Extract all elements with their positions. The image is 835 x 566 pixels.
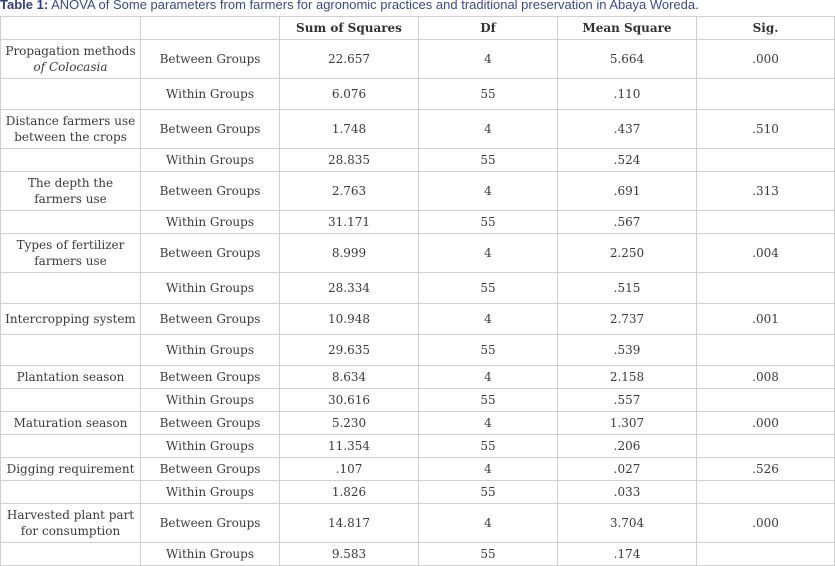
parameter-cell bbox=[1, 435, 141, 458]
parameter-label: Propagation methods bbox=[5, 44, 136, 58]
table-row bbox=[1, 40, 835, 79]
parameter-cell bbox=[1, 211, 141, 234]
ms-cell: .437 bbox=[558, 110, 697, 149]
ms-cell: .567 bbox=[558, 211, 697, 234]
ss-cell: 22.657 bbox=[280, 40, 419, 79]
ms-cell: .691 bbox=[558, 172, 697, 211]
table-row bbox=[1, 110, 835, 149]
parameter-italic: of Colocasia bbox=[33, 60, 108, 74]
ms-cell: 3.704 bbox=[558, 504, 697, 543]
header-sum-of-squares: Sum of Squares bbox=[280, 17, 419, 40]
sig-cell bbox=[697, 79, 835, 110]
df-cell: 4 bbox=[419, 458, 558, 481]
source-cell: Between Groups bbox=[141, 172, 280, 211]
ss-cell: 11.354 bbox=[280, 435, 419, 458]
table-caption bbox=[0, 0, 835, 13]
header-df: Df bbox=[419, 17, 558, 40]
source-cell: Within Groups bbox=[141, 481, 280, 504]
df-cell: 55 bbox=[419, 211, 558, 234]
parameter-cell bbox=[1, 481, 141, 504]
ss-cell: 10.948 bbox=[280, 304, 419, 335]
ms-cell: .557 bbox=[558, 389, 697, 412]
parameter-cell bbox=[1, 273, 141, 304]
source-cell: Within Groups bbox=[141, 149, 280, 172]
sig-cell: .000 bbox=[697, 412, 835, 435]
table-row bbox=[1, 211, 835, 234]
ms-cell: .206 bbox=[558, 435, 697, 458]
source-cell: Within Groups bbox=[141, 211, 280, 234]
df-cell: 55 bbox=[419, 149, 558, 172]
table-row bbox=[1, 273, 835, 304]
source-cell: Between Groups bbox=[141, 40, 280, 79]
ss-cell: .107 bbox=[280, 458, 419, 481]
parameter-cell: Harvested plant part for consumption bbox=[1, 504, 141, 543]
sig-cell: .000 bbox=[697, 504, 835, 543]
parameter-cell: Digging requirement bbox=[1, 458, 141, 481]
ss-cell: 1.826 bbox=[280, 481, 419, 504]
df-cell: 4 bbox=[419, 304, 558, 335]
df-cell: 55 bbox=[419, 335, 558, 366]
header-mean-square: Mean Square bbox=[558, 17, 697, 40]
parameter-cell: Plantation season bbox=[1, 366, 141, 389]
df-cell: 55 bbox=[419, 543, 558, 566]
ms-cell: .524 bbox=[558, 149, 697, 172]
sig-cell bbox=[697, 335, 835, 366]
table-row bbox=[1, 412, 835, 435]
table-row bbox=[1, 481, 835, 504]
table-row bbox=[1, 234, 835, 273]
df-cell: 4 bbox=[419, 40, 558, 79]
df-cell: 55 bbox=[419, 273, 558, 304]
ms-cell: 1.307 bbox=[558, 412, 697, 435]
table-row bbox=[1, 172, 835, 211]
source-cell: Between Groups bbox=[141, 110, 280, 149]
sig-cell bbox=[697, 389, 835, 412]
table-row bbox=[1, 335, 835, 366]
df-cell: 4 bbox=[419, 172, 558, 211]
ss-cell: 29.635 bbox=[280, 335, 419, 366]
ms-cell: .033 bbox=[558, 481, 697, 504]
source-cell: Within Groups bbox=[141, 79, 280, 110]
source-cell: Between Groups bbox=[141, 504, 280, 543]
ss-cell: 8.999 bbox=[280, 234, 419, 273]
parameter-cell bbox=[1, 389, 141, 412]
table-row bbox=[1, 389, 835, 412]
source-cell: Between Groups bbox=[141, 304, 280, 335]
parameter-cell bbox=[1, 149, 141, 172]
header-parameter bbox=[1, 17, 141, 40]
parameter-cell: The depth the farmers use bbox=[1, 172, 141, 211]
ss-cell: 28.835 bbox=[280, 149, 419, 172]
ms-cell: .539 bbox=[558, 335, 697, 366]
source-cell: Within Groups bbox=[141, 543, 280, 566]
sig-cell bbox=[697, 543, 835, 566]
ss-cell: 8.634 bbox=[280, 366, 419, 389]
ms-cell: .110 bbox=[558, 79, 697, 110]
sig-cell: .008 bbox=[697, 366, 835, 389]
source-cell: Within Groups bbox=[141, 273, 280, 304]
header-group bbox=[141, 17, 280, 40]
parameter-cell bbox=[1, 40, 141, 79]
sig-cell bbox=[697, 149, 835, 172]
sig-cell: .004 bbox=[697, 234, 835, 273]
ss-cell: 14.817 bbox=[280, 504, 419, 543]
ms-cell: .174 bbox=[558, 543, 697, 566]
source-cell: Between Groups bbox=[141, 458, 280, 481]
ms-cell: 2.737 bbox=[558, 304, 697, 335]
sig-cell bbox=[697, 273, 835, 304]
ss-cell: 30.616 bbox=[280, 389, 419, 412]
sig-cell: .526 bbox=[697, 458, 835, 481]
ss-cell: 5.230 bbox=[280, 412, 419, 435]
header-row bbox=[1, 17, 835, 40]
ms-cell: .515 bbox=[558, 273, 697, 304]
sig-cell bbox=[697, 481, 835, 504]
source-cell: Within Groups bbox=[141, 389, 280, 412]
ss-cell: 28.334 bbox=[280, 273, 419, 304]
source-cell: Between Groups bbox=[141, 412, 280, 435]
table-row bbox=[1, 458, 835, 481]
ss-cell: 31.171 bbox=[280, 211, 419, 234]
caption-text: ANOVA of Some parameters from farmers for agronomic practices and traditional preservation in Abaya Woreda. bbox=[48, 0, 699, 12]
source-cell: Between Groups bbox=[141, 366, 280, 389]
table-row bbox=[1, 79, 835, 110]
sig-cell bbox=[697, 211, 835, 234]
source-cell: Within Groups bbox=[141, 435, 280, 458]
sig-cell bbox=[697, 435, 835, 458]
parameter-cell: Intercropping system bbox=[1, 304, 141, 335]
parameter-cell bbox=[1, 79, 141, 110]
df-cell: 4 bbox=[419, 366, 558, 389]
ms-cell: .027 bbox=[558, 458, 697, 481]
df-cell: 4 bbox=[419, 504, 558, 543]
ms-cell: 2.158 bbox=[558, 366, 697, 389]
ss-cell: 1.748 bbox=[280, 110, 419, 149]
df-cell: 55 bbox=[419, 389, 558, 412]
parameter-cell bbox=[1, 543, 141, 566]
df-cell: 4 bbox=[419, 234, 558, 273]
table-row bbox=[1, 504, 835, 543]
sig-cell: .000 bbox=[697, 40, 835, 79]
sig-cell: .001 bbox=[697, 304, 835, 335]
ms-cell: 2.250 bbox=[558, 234, 697, 273]
sig-cell: .313 bbox=[697, 172, 835, 211]
df-cell: 4 bbox=[419, 110, 558, 149]
parameter-cell: Distance farmers use between the crops bbox=[1, 110, 141, 149]
ss-cell: 9.583 bbox=[280, 543, 419, 566]
table-row bbox=[1, 435, 835, 458]
source-cell: Between Groups bbox=[141, 234, 280, 273]
parameter-cell: Maturation season bbox=[1, 412, 141, 435]
sig-cell: .510 bbox=[697, 110, 835, 149]
source-cell: Within Groups bbox=[141, 335, 280, 366]
header-sig: Sig. bbox=[697, 17, 835, 40]
df-cell: 55 bbox=[419, 435, 558, 458]
anova-table bbox=[0, 16, 835, 566]
ms-cell: 5.664 bbox=[558, 40, 697, 79]
df-cell: 55 bbox=[419, 481, 558, 504]
ss-cell: 2.763 bbox=[280, 172, 419, 211]
caption-lead: Table 1: bbox=[0, 0, 49, 12]
table-row bbox=[1, 149, 835, 172]
parameter-cell: Types of fertilizer farmers use bbox=[1, 234, 141, 273]
table-row bbox=[1, 304, 835, 335]
df-cell: 55 bbox=[419, 79, 558, 110]
ss-cell: 6.076 bbox=[280, 79, 419, 110]
table-row bbox=[1, 543, 835, 566]
df-cell: 4 bbox=[419, 412, 558, 435]
parameter-cell bbox=[1, 335, 141, 366]
table-row bbox=[1, 366, 835, 389]
